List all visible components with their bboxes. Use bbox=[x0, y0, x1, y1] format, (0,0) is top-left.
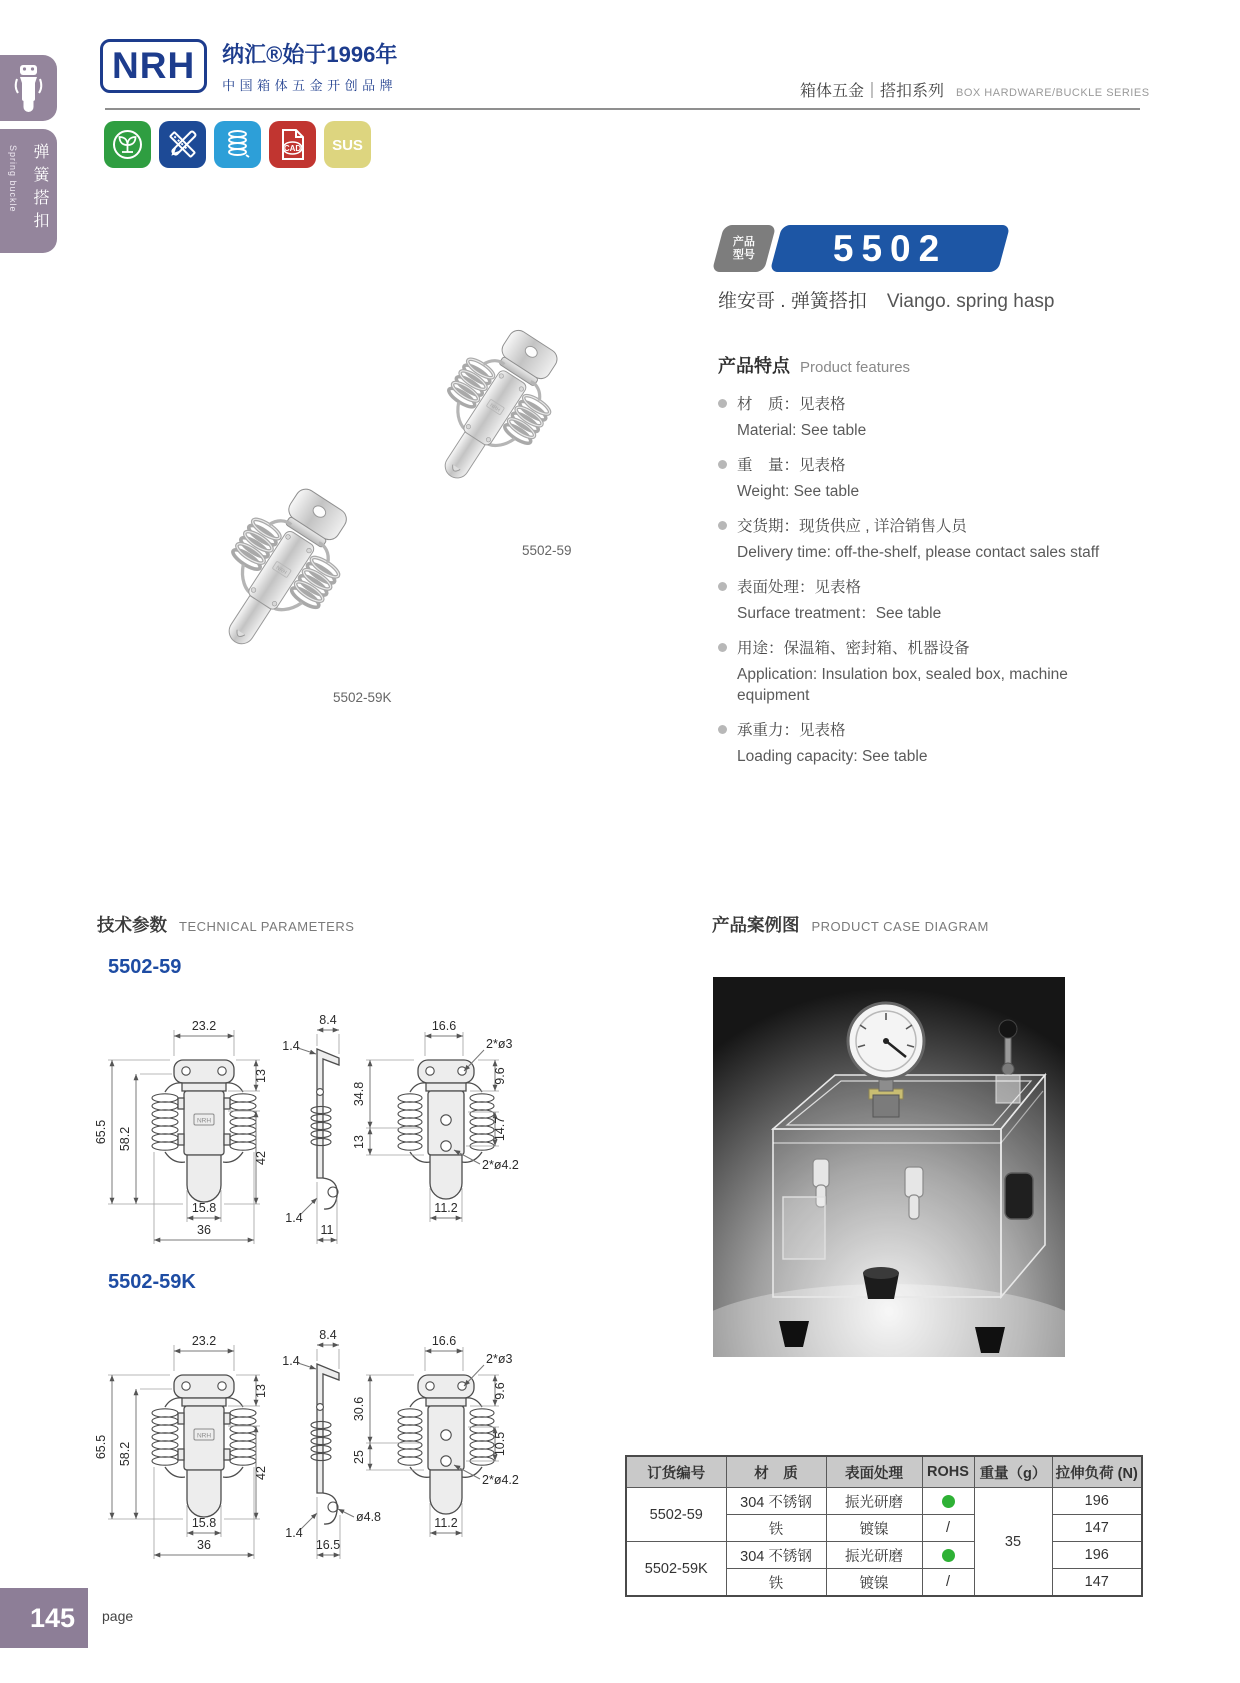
dim-side-bottom-left: 1.4 bbox=[285, 1526, 303, 1540]
model-badge-label bbox=[712, 225, 777, 272]
case-diagram-heading bbox=[712, 912, 989, 937]
sidebar-label-en: Spring buckle bbox=[8, 145, 18, 213]
dim-side-bottom-left: 1.4 bbox=[285, 1211, 303, 1225]
bullet-icon bbox=[718, 521, 727, 530]
photo-label-5502-59: 5502-59 bbox=[522, 543, 572, 558]
cell-rohs bbox=[922, 1542, 974, 1569]
feature-en: Loading capacity: See table bbox=[737, 748, 928, 765]
dim-front-left-inner: 58.2 bbox=[118, 1441, 132, 1467]
cell-material: 铁 bbox=[726, 1569, 826, 1597]
col-load: 拉伸负荷 (N) bbox=[1052, 1456, 1142, 1488]
cell-order: 5502-59 bbox=[626, 1488, 726, 1542]
dim-back-holes-bottom: 2*ø4.2 bbox=[482, 1158, 519, 1172]
cell-surface: 振光研磨 bbox=[826, 1488, 922, 1515]
dim-side-top-left: 1.4 bbox=[282, 1039, 300, 1053]
col-rohs: ROHS bbox=[922, 1456, 974, 1488]
dim-front-right-top: 13 bbox=[254, 1069, 268, 1083]
cell-load: 147 bbox=[1052, 1515, 1142, 1542]
dim-front-left-inner: 58.2 bbox=[118, 1126, 132, 1152]
model-badge bbox=[718, 225, 1004, 272]
cell-surface: 镀镍 bbox=[826, 1515, 922, 1542]
cell-surface: 振光研磨 bbox=[826, 1542, 922, 1569]
features-title bbox=[718, 352, 1118, 378]
rohs-pass-dot bbox=[942, 1549, 955, 1562]
dim-front-right-bottom: 42 bbox=[254, 1151, 268, 1165]
feature-cn: 材 质：见表格 bbox=[737, 396, 846, 413]
header-divider bbox=[105, 108, 1140, 110]
badge-label-line1: 产品 bbox=[733, 235, 755, 248]
dim-front-right-top: 13 bbox=[254, 1384, 268, 1398]
bullet-icon bbox=[718, 460, 727, 469]
dim-back-holes-top: 2*ø3 bbox=[486, 1037, 513, 1051]
cell-load: 196 bbox=[1052, 1542, 1142, 1569]
features-title-en: Product features bbox=[800, 359, 911, 376]
dim-back-left-top: 30.6 bbox=[352, 1396, 366, 1422]
sidebar-category-label bbox=[0, 129, 57, 253]
feature-cn: 承重力：见表格 bbox=[737, 722, 846, 739]
bullet-icon bbox=[718, 725, 727, 734]
tech-parameters-heading bbox=[97, 912, 354, 937]
svg-text:CAD: CAD bbox=[283, 144, 302, 153]
feature-en: Weight: See table bbox=[737, 483, 860, 500]
feature-cn: 交货期：现货供应 , 详洽销售人员 bbox=[737, 518, 967, 535]
dim-side-bottom: 16.5 bbox=[315, 1538, 341, 1552]
dim-back-top: 16.6 bbox=[431, 1334, 457, 1348]
dim-side-hook-dia: ø4.8 bbox=[356, 1510, 382, 1524]
bullet-icon bbox=[718, 643, 727, 652]
cell-surface: 镀镍 bbox=[826, 1569, 922, 1597]
feature-en: Delivery time: off-the-shelf, please contact sales staff bbox=[737, 544, 1100, 561]
rohs-pass-dot bbox=[942, 1495, 955, 1508]
cell-material: 304 不锈钢 bbox=[726, 1542, 826, 1569]
cell-load: 196 bbox=[1052, 1488, 1142, 1515]
model-number: 5502 bbox=[832, 227, 948, 269]
drawing-title-5502-59: 5502-59 bbox=[108, 956, 182, 978]
hasp-photo-5502-59k bbox=[192, 473, 369, 670]
photo-label-5502-59k: 5502-59K bbox=[333, 690, 392, 705]
tech-heading-cn: 技术参数 bbox=[97, 915, 167, 935]
spring-icon bbox=[214, 121, 261, 168]
cell-material: 304 不锈钢 bbox=[726, 1488, 826, 1515]
page-label: page bbox=[102, 1608, 134, 1624]
cert-icons-row bbox=[104, 121, 371, 168]
feature-item bbox=[718, 638, 1118, 706]
cell-rohs: / bbox=[922, 1569, 974, 1597]
page-number-box bbox=[0, 1588, 88, 1648]
table-row bbox=[626, 1542, 1142, 1569]
sidebar-category-icon-box bbox=[0, 55, 57, 121]
sus-icon bbox=[324, 121, 371, 168]
nrh-logo: NRH bbox=[100, 39, 207, 94]
dim-front-top: 23.2 bbox=[191, 1019, 217, 1033]
bullet-icon bbox=[718, 399, 727, 408]
dim-front-bottom-outer: 36 bbox=[197, 1223, 211, 1237]
feature-item bbox=[718, 720, 1118, 767]
feature-item bbox=[718, 455, 1118, 502]
feature-item bbox=[718, 394, 1118, 441]
sidebar-label-cn: 弹簧搭扣 bbox=[31, 143, 48, 235]
dim-front-bottom-inner: 15.8 bbox=[191, 1201, 217, 1215]
dim-front-bottom-outer: 36 bbox=[197, 1538, 211, 1552]
dim-back-bottom: 11.2 bbox=[434, 1201, 458, 1215]
col-weight: 重量（g） bbox=[974, 1456, 1052, 1488]
dim-front-bottom-inner: 15.8 bbox=[191, 1516, 217, 1530]
cell-material: 铁 bbox=[726, 1515, 826, 1542]
technical-drawing-5502-59k bbox=[88, 1307, 658, 1575]
product-name-en: Viango. spring hasp bbox=[886, 291, 1055, 312]
hasp-photo-5502-59 bbox=[410, 315, 579, 503]
cell-rohs: / bbox=[922, 1515, 974, 1542]
hasp-icon bbox=[0, 55, 57, 121]
header-series bbox=[800, 78, 1150, 101]
page-number: 145 bbox=[29, 1603, 75, 1633]
col-material: 材 质 bbox=[726, 1456, 826, 1488]
badge-label-line2: 型号 bbox=[733, 248, 755, 261]
feature-cn: 重 量：见表格 bbox=[737, 457, 846, 474]
feature-item bbox=[718, 516, 1118, 563]
product-name-cn: 维安哥 . 弹簧搭扣 bbox=[718, 291, 867, 312]
product-photos: NRH bbox=[95, 280, 665, 710]
dim-back-right-bottom: 10.5 bbox=[493, 1431, 507, 1457]
dim-back-right-bottom: 14.7 bbox=[493, 1116, 507, 1142]
feature-en: Surface treatment：See table bbox=[737, 605, 942, 622]
product-case-photo bbox=[713, 977, 1065, 1357]
spec-header-row bbox=[626, 1456, 1142, 1488]
technical-drawing-5502-59 bbox=[88, 992, 658, 1260]
col-order-no: 订货编号 bbox=[626, 1456, 726, 1488]
dim-back-right-top: 9.6 bbox=[493, 1382, 507, 1400]
dim-front-left-outer: 65.5 bbox=[94, 1434, 108, 1460]
eco-icon bbox=[104, 121, 151, 168]
dim-back-right-top: 9.6 bbox=[493, 1067, 507, 1085]
dim-front-left-outer: 65.5 bbox=[94, 1119, 108, 1145]
dim-back-left-bottom: 25 bbox=[352, 1450, 366, 1464]
dim-side-top: 8.4 bbox=[319, 1328, 337, 1342]
dim-side-top: 8.4 bbox=[319, 1013, 337, 1027]
feature-cn: 用途：保温箱、密封箱、机器设备 bbox=[737, 640, 970, 657]
series-name-en: BOX HARDWARE/BUCKLE SERIES bbox=[956, 87, 1150, 99]
case-heading-en: PRODUCT CASE DIAGRAM bbox=[811, 919, 989, 934]
series-name-cn: 箱体五金｜搭扣系列 bbox=[800, 83, 945, 100]
brand-slogan-line1: 纳汇®始于1996年 bbox=[222, 42, 398, 67]
product-features bbox=[718, 352, 1118, 781]
brand-logo bbox=[100, 38, 397, 94]
tech-heading-en: TECHNICAL PARAMETERS bbox=[179, 919, 355, 934]
model-badge-number bbox=[770, 225, 1011, 272]
case-heading-cn: 产品案例图 bbox=[712, 915, 800, 935]
brand-slogan-line2: 中国箱体五金开创品牌 bbox=[222, 78, 398, 93]
feature-cn: 表面处理：见表格 bbox=[737, 579, 862, 596]
dim-side-top-left: 1.4 bbox=[282, 1354, 300, 1368]
dim-back-left-bottom: 13 bbox=[352, 1135, 366, 1149]
feature-item bbox=[718, 577, 1118, 624]
svg-text:SUS: SUS bbox=[332, 137, 363, 154]
cell-load: 147 bbox=[1052, 1569, 1142, 1597]
dim-front-top: 23.2 bbox=[191, 1334, 217, 1348]
cad-icon bbox=[269, 121, 316, 168]
dim-side-bottom: 11 bbox=[320, 1223, 334, 1237]
feature-en: Material: See table bbox=[737, 422, 867, 439]
cell-order: 5502-59K bbox=[626, 1542, 726, 1597]
dim-back-top: 16.6 bbox=[431, 1019, 457, 1033]
dim-back-holes-top: 2*ø3 bbox=[486, 1352, 513, 1366]
dim-back-holes-bottom: 2*ø4.2 bbox=[482, 1473, 519, 1487]
cell-weight: 35 bbox=[974, 1488, 1052, 1597]
table-row bbox=[626, 1488, 1142, 1515]
drawing-title-5502-59k: 5502-59K bbox=[108, 1271, 196, 1293]
features-title-cn: 产品特点 bbox=[718, 356, 790, 376]
design-tools-icon bbox=[159, 121, 206, 168]
col-surface: 表面处理 bbox=[826, 1456, 922, 1488]
product-name bbox=[718, 286, 1054, 313]
dim-back-bottom: 11.2 bbox=[434, 1516, 458, 1530]
cell-rohs bbox=[922, 1488, 974, 1515]
dim-back-left-top: 34.8 bbox=[352, 1081, 366, 1107]
spec-table bbox=[625, 1455, 1143, 1597]
dim-front-right-bottom: 42 bbox=[254, 1466, 268, 1480]
bullet-icon bbox=[718, 582, 727, 591]
brand-slogan bbox=[222, 38, 397, 94]
feature-en: Application: Insulation box, sealed box, machine equipment bbox=[737, 666, 1068, 704]
features-list bbox=[718, 394, 1118, 767]
